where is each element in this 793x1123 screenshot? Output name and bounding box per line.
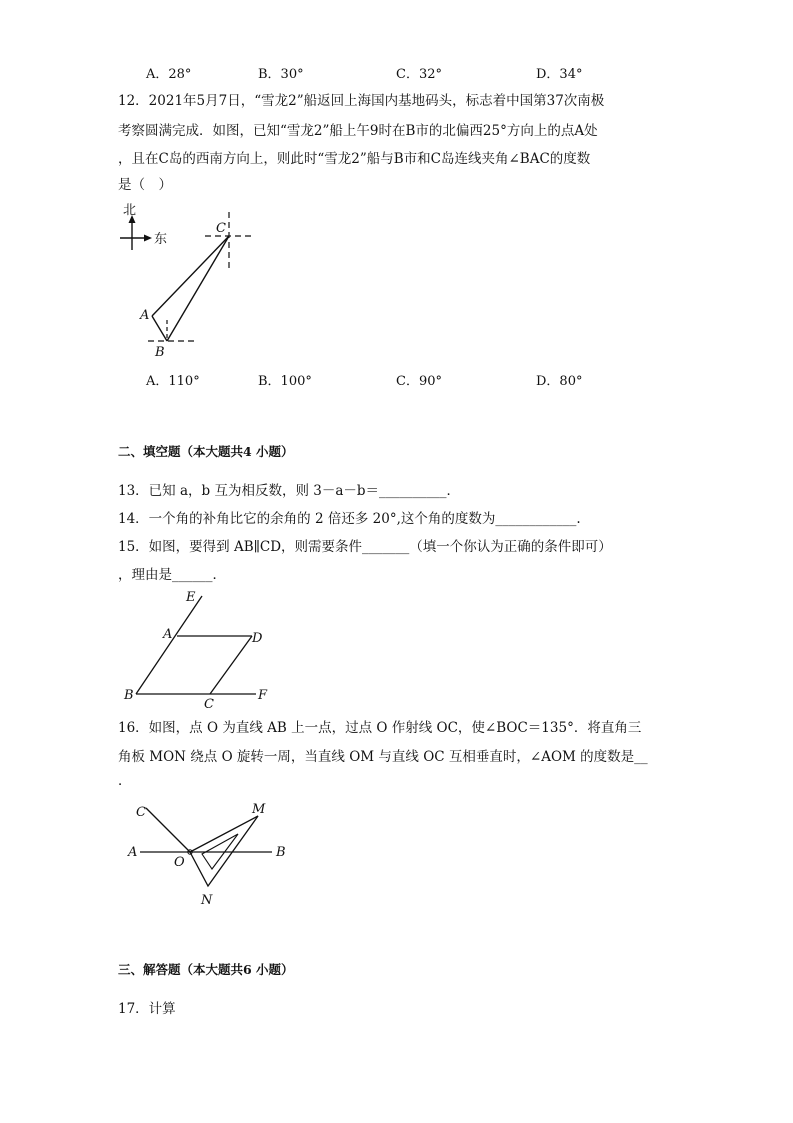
q17-text: 17．计算 bbox=[118, 1001, 176, 1017]
segment-dc bbox=[210, 636, 252, 694]
q12-line-3: ，且在C岛的西南方向上，则此时“雪龙2”船与B市和C岛连线夹角∠BAC的度数 bbox=[118, 151, 591, 167]
q13-text: 13．已知 a，b 互为相反数，则 3－a－b＝__________． bbox=[118, 483, 461, 499]
triangle-mon-outer bbox=[190, 816, 258, 886]
east-arrow-icon bbox=[144, 235, 152, 242]
q16-line-1: 16．如图，点 O 为直线 AB 上一点，过点 O 作射线 OC，使∠BOC＝135°．将直角三 bbox=[118, 720, 642, 736]
q16-line-2: 角板 MON 绕点 O 旋转一周，当直线 OM 与直线 OC 互相垂直时，∠AOM 的度数是__ bbox=[118, 749, 648, 765]
q12-line-4: 是（ ） bbox=[118, 177, 172, 193]
point-c-label: C bbox=[204, 697, 214, 708]
q12-compass-figure bbox=[110, 198, 270, 363]
point-b-label: B bbox=[124, 688, 134, 703]
point-c-label: C bbox=[216, 221, 226, 236]
q15-parallelogram-figure bbox=[118, 586, 278, 708]
section-2-title: 二、填空题（本大题共4 小题） bbox=[118, 444, 294, 459]
ray-oc bbox=[146, 808, 190, 852]
point-b-label: B bbox=[276, 845, 286, 860]
point-a-label: A bbox=[140, 308, 150, 323]
q14-text: 14．一个角的补角比它的余角的 2 倍还多 20°,这个角的度数为____________. bbox=[118, 511, 581, 527]
section-3-title: 三、解答题（本大题共6 小题） bbox=[118, 962, 294, 977]
point-a-label: A bbox=[128, 845, 138, 860]
q11-option-d[interactable]: D．34° bbox=[536, 67, 583, 82]
point-d-label: D bbox=[252, 631, 263, 646]
segment-bc bbox=[167, 236, 229, 341]
q15-line-1: 15．如图，要得到 AB∥CD，则需要条件_______（填一个你认为正确的条件即可） bbox=[118, 539, 612, 555]
q16-triangle-figure bbox=[124, 798, 294, 910]
line-eb bbox=[136, 596, 202, 694]
q16-line-3: ． bbox=[118, 773, 132, 789]
q11-option-c[interactable]: C．32° bbox=[396, 67, 442, 82]
q12-option-c[interactable]: C．90° bbox=[396, 374, 442, 389]
q11-option-b[interactable]: B．30° bbox=[258, 67, 304, 82]
point-n-label: N bbox=[201, 893, 213, 908]
q12-line-2: 考察圆满完成．如图，已知“雪龙2”船上午9时在B市的北偏西25°方向上的点A处 bbox=[118, 123, 598, 139]
point-m-label: M bbox=[252, 802, 266, 817]
q11-option-a[interactable]: A．28° bbox=[146, 67, 192, 82]
point-e-label: E bbox=[186, 590, 196, 605]
segment-ca bbox=[152, 236, 229, 316]
q12-option-d[interactable]: D．80° bbox=[536, 374, 583, 389]
compass-east-label: 东 bbox=[154, 232, 168, 247]
q12-line-1: 12．2021年5月7日，“雪龙2”船返回上海国内基地码头，标志着中国第37次南极 bbox=[118, 93, 605, 109]
q15-line-2: ，理由是______． bbox=[118, 567, 226, 583]
point-o-label: O bbox=[174, 855, 185, 870]
compass-north-label: 北 bbox=[123, 203, 137, 218]
point-b-label: B bbox=[155, 345, 165, 360]
point-a-label: A bbox=[163, 627, 173, 642]
segment-ab bbox=[152, 316, 167, 341]
point-c-label: C bbox=[136, 805, 146, 820]
q12-option-b[interactable]: B．100° bbox=[258, 374, 312, 389]
q12-option-a[interactable]: A．110° bbox=[146, 374, 200, 389]
point-f-label: F bbox=[258, 688, 268, 703]
